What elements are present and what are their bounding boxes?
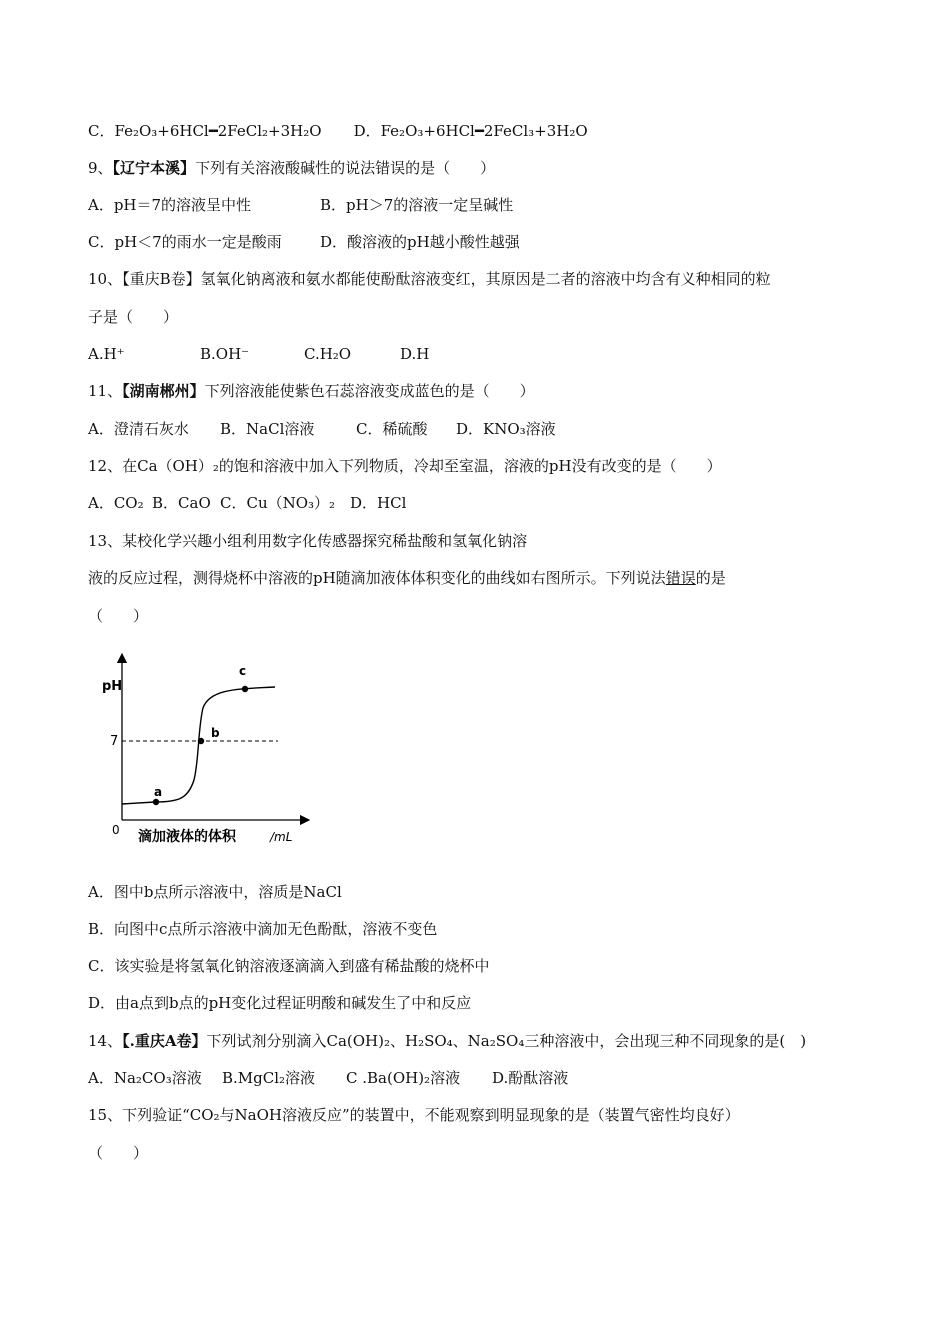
- q13-stem-line-2: [88, 568, 726, 588]
- q13-stem-text-end: 的是: [695, 569, 726, 587]
- q13-option-c: C．该实验是将氢氧化钠溶液逐滴滴入到盛有稀盐酸的烧杯中: [88, 957, 490, 975]
- q11-option-b: B．NaCl溶液: [220, 420, 315, 438]
- point-b-label: b: [211, 726, 220, 740]
- q14-source-tag: 【.重庆A卷】: [122, 1032, 207, 1050]
- q9-stem: [88, 158, 495, 178]
- q12-option-a: A．CO₂: [88, 494, 144, 512]
- q12-option-c: C．Cu（NO₃）₂: [220, 494, 336, 512]
- q8-options-row: [88, 121, 588, 141]
- q10-options-row: [88, 344, 429, 364]
- q10-option-c: C.H₂O: [304, 345, 352, 363]
- x-axis-unit: /mL: [270, 830, 293, 844]
- ph-curve-chart: [100, 648, 310, 848]
- q9-stem-text: 下列有关溶液酸碱性的说法错误的是（ ）: [195, 159, 496, 177]
- q9-option-c: C．pH＜7的雨水一定是酸雨: [88, 233, 282, 251]
- q9-options-row-1: [88, 195, 513, 215]
- q13-stem-line-1: 13、某校化学兴趣小组利用数字化传感器探究稀盐酸和氢氧化钠溶: [88, 532, 528, 550]
- q11-option-d: D．KNO₃溶液: [456, 420, 556, 438]
- q12-option-d: D．HCl: [350, 494, 407, 512]
- q11-source-tag: 【湖南郴州】: [122, 382, 205, 400]
- q11-number: 11、: [88, 382, 123, 400]
- ph-curve: [122, 687, 275, 804]
- q14-option-c: C .Ba(OH)₂溶液: [346, 1069, 461, 1087]
- q13-stem-line-3: （ ）: [88, 607, 149, 625]
- q10-option-a: A.H⁺: [88, 345, 125, 363]
- q9-option-d: D．酸溶液的pH越小酸性越强: [320, 233, 520, 251]
- q9-option-a: A．pH＝7的溶液呈中性: [88, 196, 252, 214]
- x-axis-label: 滴加液体的体积: [138, 829, 236, 845]
- q8-option-d: D．Fe₂O₃+6HCl━2FeCl₃+3H₂O: [353, 122, 588, 140]
- q11-stem: [88, 381, 535, 401]
- q10-option-b: B.OH⁻: [200, 345, 250, 363]
- q13-option-d: D．由a点到b点的pH变化过程证明酸和碱发生了中和反应: [88, 994, 472, 1012]
- point-c-label: c: [239, 664, 247, 678]
- q15-stem: 15、下列验证“CO₂与NaOH溶液反应”的装置中，不能观察到明显现象的是（装置气密性均良好）: [88, 1106, 740, 1124]
- q13-stem-text: 液的反应过程，测得烧杯中溶液的pH随滴加液体体积变化的曲线如右图所示。下列说法: [88, 569, 666, 587]
- point-c: [242, 686, 248, 692]
- q9-options-row-2: [88, 232, 520, 252]
- point-b: [198, 738, 204, 744]
- q14-stem-text: 下列试剂分别滴入Ca(OH)₂、H₂SO₄、Na₂SO₄三种溶液中，会出现三种不同现象的是( ): [206, 1032, 807, 1050]
- q14-option-b: B.MgCl₂溶液: [222, 1069, 316, 1087]
- q11-option-a: A．澄清石灰水: [88, 420, 189, 438]
- q14-options-row: [88, 1068, 568, 1088]
- q14-option-d: D.酚酞溶液: [492, 1069, 569, 1087]
- q13-underlined-word: 错误: [665, 569, 696, 587]
- q10-stem-text: 氢氧化钠离液和氨水都能使酚酞溶液变红，其原因是二者的溶液中均含有义种相同的粒: [200, 270, 771, 288]
- q12-stem: 12、在Ca（OH）₂的饱和溶液中加入下列物质，冷却至室温，溶液的pH没有改变的是（ ）: [88, 457, 722, 475]
- origin-label: 0: [112, 823, 120, 837]
- point-a: [153, 799, 159, 805]
- q13-option-a: A．图中b点所示溶液中，溶质是NaCl: [88, 883, 342, 901]
- q9-option-b: B．pH＞7的溶液一定呈碱性: [320, 196, 514, 214]
- q10-number: 10、: [88, 270, 123, 288]
- q12-option-b: B．CaO: [152, 494, 211, 512]
- y-axis-label: pH: [102, 679, 123, 694]
- q12-options-row: [88, 493, 406, 513]
- q11-stem-text: 下列溶液能使紫色石蕊溶液变成蓝色的是（ ）: [204, 382, 535, 400]
- q9-number: 9、: [88, 159, 113, 177]
- q15-answer-paren: （ ）: [88, 1144, 149, 1162]
- q11-option-c: C．稀硫酸: [356, 420, 428, 438]
- q14-option-a: A．Na₂CO₃溶液: [88, 1069, 202, 1087]
- q9-source-tag: 【辽宁本溪】: [112, 159, 196, 177]
- q8-option-c: C．Fe₂O₃+6HCl━2FeCl₂+3H₂O: [88, 122, 322, 140]
- point-a-label: a: [154, 785, 163, 799]
- q10-stem-line-2: 子是（ ）: [88, 308, 179, 326]
- q10-source-tag: 【重庆B卷】: [122, 270, 201, 288]
- q10-stem-line-1: [88, 269, 771, 289]
- q10-option-d: D.H: [400, 345, 430, 363]
- q11-options-row: [88, 419, 556, 439]
- y-tick-7: 7: [110, 734, 119, 749]
- q13-option-b: B．向图中c点所示溶液中滴加无色酚酞，溶液不变色: [88, 920, 438, 938]
- q14-stem: [88, 1031, 806, 1051]
- q14-number: 14、: [88, 1032, 123, 1050]
